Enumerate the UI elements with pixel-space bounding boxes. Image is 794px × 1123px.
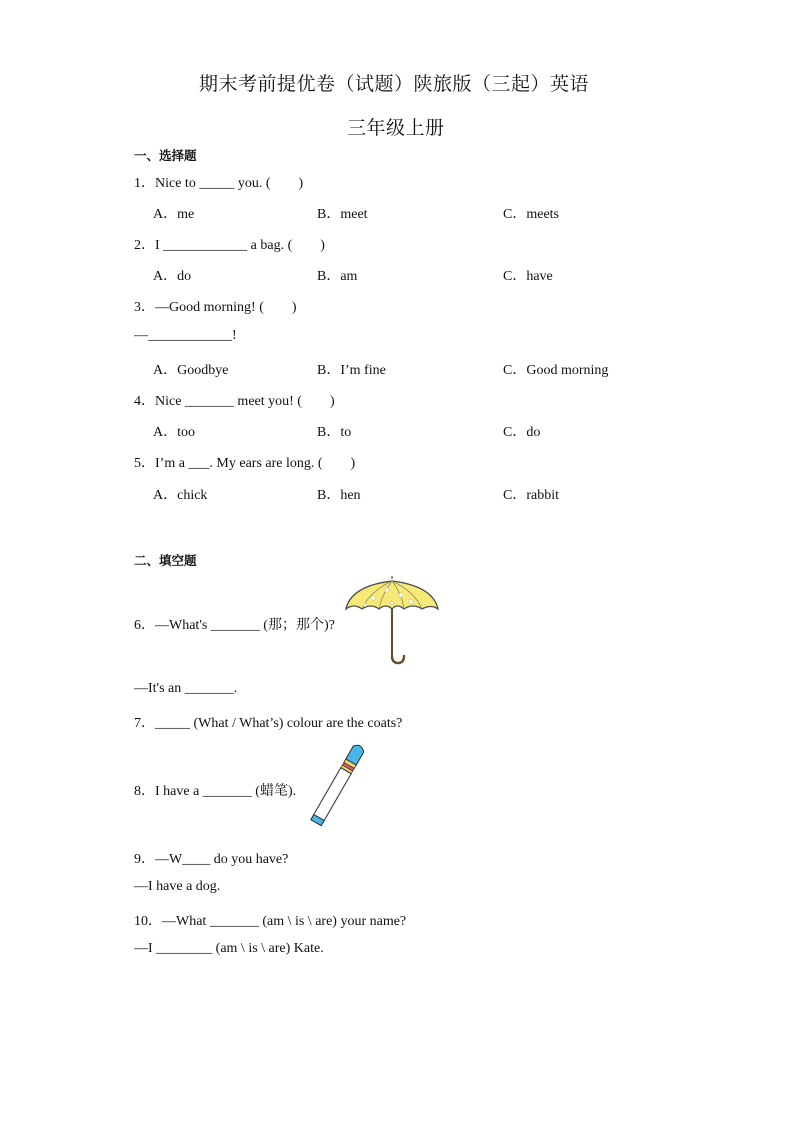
- q3-option-b[interactable]: B．I’m fine: [317, 363, 386, 378]
- q4-option-c[interactable]: C．do: [503, 425, 541, 440]
- question-1: 1．Nice to _____ you. ( ): [134, 176, 304, 191]
- crayon-icon: [300, 738, 372, 838]
- q2-option-c[interactable]: C．have: [503, 269, 553, 284]
- question-3: 3．—Good morning! ( ): [134, 300, 297, 315]
- question-10: 10．—What _______ (am \ is \ are) your name?: [134, 914, 407, 929]
- section-heading-choice: 一、选择题: [134, 148, 197, 163]
- question-4: 4．Nice _______ meet you! ( ): [134, 394, 335, 409]
- question-9-answer: —I have a dog.: [134, 879, 221, 894]
- q3-option-a[interactable]: A．Goodbye: [153, 363, 229, 378]
- q1-option-c[interactable]: C．meets: [503, 207, 559, 222]
- q1-option-b[interactable]: B．meet: [317, 207, 368, 222]
- q2-option-b[interactable]: B．am: [317, 269, 358, 284]
- q5-option-c[interactable]: C．rabbit: [503, 488, 559, 503]
- page-subtitle: 三年级上册: [347, 117, 445, 139]
- section-heading-fill: 二、填空题: [134, 553, 197, 568]
- question-2: 2．I ____________ a bag. ( ): [134, 238, 325, 253]
- umbrella-icon: [343, 576, 441, 666]
- question-3-answer-line: —____________!: [134, 328, 237, 343]
- q4-option-a[interactable]: A．too: [153, 425, 195, 440]
- question-6-answer: —It's an _______.: [134, 681, 238, 696]
- question-7: 7．_____ (What / What’s) colour are the coats?: [134, 716, 403, 731]
- question-10-answer: —I ________ (am \ is \ are) Kate.: [134, 941, 324, 956]
- q5-option-b[interactable]: B．hen: [317, 488, 361, 503]
- q4-option-b[interactable]: B．to: [317, 425, 352, 440]
- question-8: 8．I have a _______ (蜡笔).: [134, 784, 297, 799]
- question-9: 9．—W____ do you have?: [134, 852, 289, 867]
- question-6: 6．—What's _______ (那；那个)?: [134, 618, 335, 633]
- q3-option-c[interactable]: C．Good morning: [503, 363, 609, 378]
- question-5: 5．I’m a ___. My ears are long. ( ): [134, 456, 356, 471]
- q2-option-a[interactable]: A．do: [153, 269, 192, 284]
- page-title: 期末考前提优卷（试题）陕旅版（三起）英语: [199, 73, 590, 95]
- q1-option-a[interactable]: A．me: [153, 207, 195, 222]
- q5-option-a[interactable]: A．chick: [153, 488, 208, 503]
